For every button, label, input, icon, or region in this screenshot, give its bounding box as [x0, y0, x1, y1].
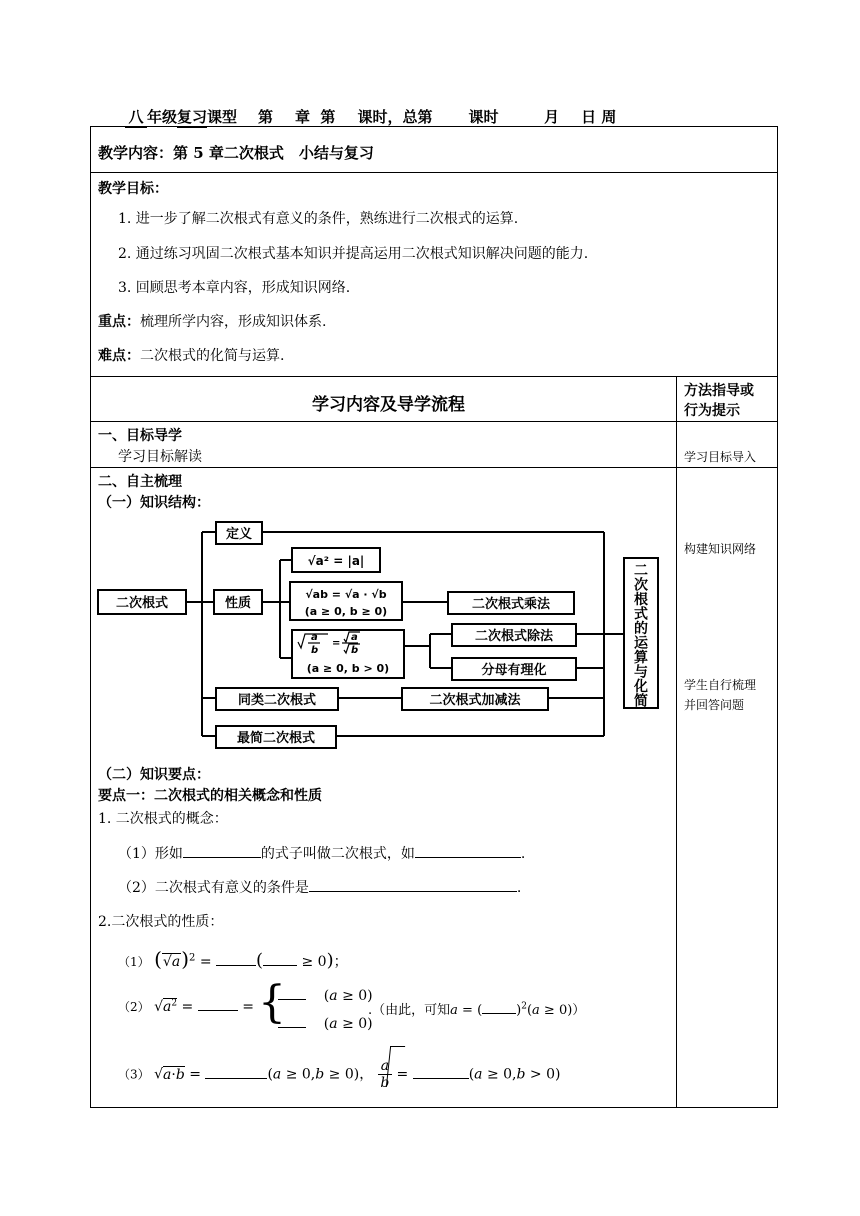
operation-label [633, 563, 649, 710]
section2-title: 二、自主梳理 [98, 474, 182, 490]
definition-label: 定义 [225, 527, 253, 542]
property-2-note: .（由此，可知a = ( )$^2$(a ≥ 0)） [368, 1001, 586, 1018]
formula-1: √a² = |a| [307, 554, 365, 568]
concept-line-1: （1）形如 的式子叫做二次根式，如 . [118, 843, 525, 863]
answer-blank[interactable] [183, 843, 261, 858]
answer-blank[interactable] [205, 1064, 267, 1079]
section2-hint2-line1: 学生自行梳理 [684, 678, 757, 692]
case-2: (a ≥ 0) [278, 1013, 373, 1032]
goals-label: 教学目标： [98, 181, 168, 197]
week-blank [616, 108, 638, 127]
operation-label-char: 次 [634, 577, 648, 594]
property-title: 2.二次根式的性质： [98, 914, 224, 930]
answer-blank[interactable] [278, 1013, 306, 1028]
property-1: （1） $(√a)^2$ = ( ≥ 0)； [118, 947, 348, 971]
row-divider [90, 467, 778, 468]
content-value: 第 5 章二次根式 小结与复习 [173, 144, 374, 162]
like-radicals-label: 同类二次根式 [237, 693, 317, 708]
divide-label: 二次根式除法 [474, 629, 554, 644]
key-text: 梳理所学内容，形成知识体系. [140, 314, 327, 330]
period-prefix: 第 [320, 108, 336, 126]
difficult-label: 难点： [98, 348, 140, 364]
operation-label-char: 运 [634, 635, 648, 652]
svg-text:=: = [332, 638, 341, 649]
root-label: 二次根式 [115, 596, 169, 611]
concept-line-2: （2）二次根式有意义的条件是 . [118, 877, 521, 897]
section1-sub: 学习目标解读 [118, 449, 202, 465]
chapter-prefix: 第 [257, 108, 273, 126]
row-divider [90, 172, 778, 173]
side-column-title-line2: 行为提示 [684, 403, 740, 419]
answer-blank[interactable] [278, 985, 306, 1000]
answer-blank[interactable] [198, 996, 238, 1011]
total-suffix: 课时 [468, 108, 499, 126]
operation-label-char: 根 [634, 592, 648, 608]
svg-text:a: a [351, 632, 358, 643]
answer-blank[interactable] [415, 843, 521, 858]
knowledge-structure-title: （一）知识结构： [98, 495, 210, 511]
key-point [98, 311, 326, 331]
case-1: (a ≥ 0) [278, 985, 373, 1004]
operation-label-char: 与 [634, 664, 648, 681]
knowledge-diagram [96, 518, 664, 750]
section2-hint2-line2: 并回答问题 [684, 698, 745, 712]
main-column-title: 学习内容及导学流程 [312, 395, 465, 415]
month-blank [514, 108, 544, 127]
goal-item: 2. 通过练习巩固二次根式基本知识并提高运用二次根式知识解决问题的能力. [118, 246, 589, 262]
formula-3-bottom: (a ≥ 0, b > 0) [306, 662, 390, 675]
answer-blank[interactable] [263, 951, 297, 966]
lesson-header [125, 106, 638, 128]
operation-label-char: 二 [634, 563, 648, 579]
section2-hint1: 构建知识网络 [684, 542, 757, 556]
side-column-title-line1: 方法指导或 [684, 383, 754, 399]
goal-item: 3. 回顾思考本章内容，形成知识网络. [118, 280, 351, 296]
property-3: （3） √a·b = (a ≥ 0,b ≥ 0)， $\frac{a}{b}$ = (a ≥ 0,b > 0) [118, 1058, 561, 1091]
grade-suffix: 年级 [147, 108, 178, 126]
multiply-label: 二次根式乘法 [471, 597, 551, 612]
operation-label-char: 的 [634, 621, 648, 637]
answer-blank[interactable] [216, 951, 256, 966]
svg-text:b: b [311, 645, 319, 656]
column-divider [676, 376, 677, 1108]
answer-blank[interactable] [482, 1000, 516, 1014]
month-label: 月 [544, 108, 560, 126]
chapter-blank [273, 108, 295, 127]
brace: { [258, 977, 286, 1028]
formula-2-top: √ab = √a · √b [305, 588, 387, 601]
answer-blank[interactable] [309, 877, 517, 892]
lesson-type-suffix: 课型 [207, 108, 238, 126]
chapter-suffix: 章 [294, 108, 310, 126]
total-blank [432, 108, 468, 127]
difficult-text: 二次根式的化简与运算. [140, 348, 285, 364]
knowledge-points-title: （二）知识要点： [98, 767, 210, 783]
lesson-type-value: 复习 [177, 108, 208, 126]
period-suffix: 课时，总第 [357, 108, 433, 126]
svg-text:a: a [311, 632, 318, 643]
operation-label-char: 式 [634, 606, 648, 623]
difficult-point [98, 345, 284, 365]
content-label: 教学内容：第 5 章二次根式 小结与复习 [98, 144, 374, 162]
answer-blank[interactable] [413, 1064, 469, 1079]
grade-value: 八 [125, 106, 147, 128]
day-blank [559, 108, 581, 127]
rationalize-label: 分母有理化 [481, 663, 547, 678]
point1-title: 要点一：二次根式的相关概念和性质 [98, 788, 322, 804]
goal-item: 1. 进一步了解二次根式有意义的条件，熟练进行二次根式的运算. [118, 211, 519, 227]
section1-hint: 学习目标导入 [684, 450, 757, 464]
key-label: 重点： [98, 314, 140, 330]
add-sub-label: 二次根式加减法 [429, 693, 521, 708]
week-label: 周 [601, 108, 617, 126]
property-2: （2） $√a^2$ = = [118, 996, 254, 1015]
section1-title: 一、目标导学 [98, 428, 182, 444]
operation-label-char: 算 [634, 650, 648, 666]
operation-label-char: 化 [634, 679, 648, 695]
operation-label-char: 简 [634, 693, 648, 710]
property-label: 性质 [224, 596, 252, 611]
formula-2-bottom: (a ≥ 0, b ≥ 0) [304, 605, 388, 618]
period-blank [335, 108, 357, 127]
day-label: 日 [581, 108, 597, 126]
row-divider [90, 421, 778, 422]
row-divider [90, 376, 778, 377]
simplest-label: 最简二次根式 [236, 731, 316, 746]
concept-title: 1. 二次根式的概念： [98, 811, 228, 827]
svg-text:b: b [351, 645, 359, 656]
